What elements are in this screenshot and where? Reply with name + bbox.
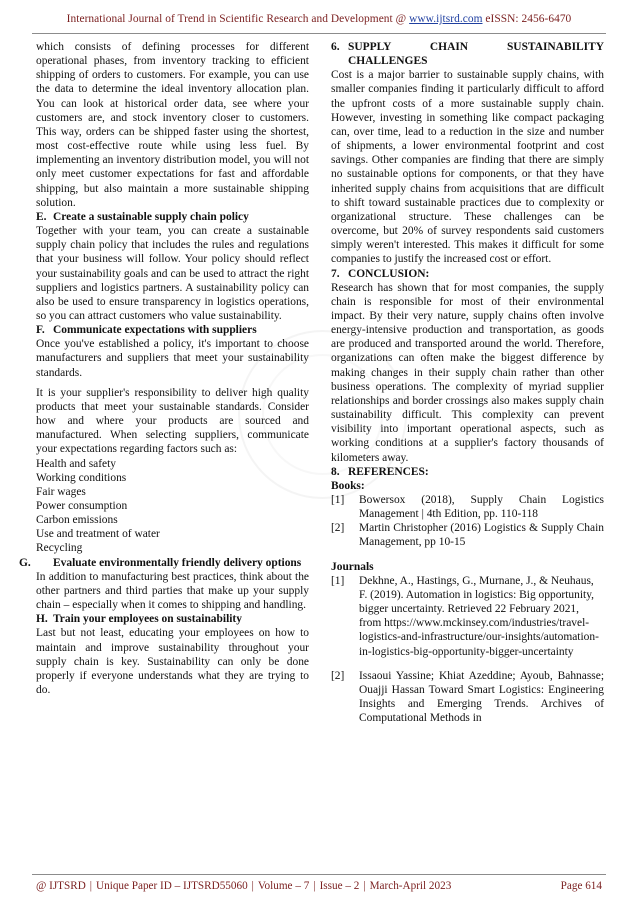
list-item: Health and safety [36, 457, 117, 470]
page-number: Page 614 [560, 880, 602, 892]
section-e-paragraph: Together with your team, you can create a sustainable supply chain policy that includes the rules and regulations that your business will follow. Your policy should reflect your sustainability goals and can be used to attract the right suppliers and logistics partners. A sustainability policy can also be used to ensure transparency in logistics operations, so you can attract customers who value sustainability. [36, 225, 309, 322]
reference-text: Issaoui Yassine; Khiat Azeddine; Ayoub, Bahnasse; Ouajji Hassan Toward Smart Logistics: Engineering Insights and Emerging Trends. Archives of Computational Methods in [359, 669, 604, 725]
left-column [19, 40, 309, 697]
right-column [331, 40, 604, 725]
footer-divider [32, 874, 606, 875]
books-label: Books: [331, 479, 365, 492]
section-6-title-line-1 [331, 40, 604, 54]
list-item: Power consumption [36, 500, 128, 512]
reference-number: [2] [331, 522, 345, 535]
section-7-number: 7. [331, 267, 340, 280]
eissn: eISSN: 2456-6470 [485, 13, 572, 25]
section-6-title: SUPPLY CHAIN SUSTAINABILITY [348, 41, 604, 53]
journal-name: International Journal of Trend in Scientific Research and Development @ [66, 13, 407, 25]
footer-date: March-April 2023 [369, 880, 452, 892]
section-e-number: E. [36, 210, 47, 223]
list-item: Recycling [36, 542, 83, 555]
footer-meta: @ IJTSRD | Unique Paper ID – IJTSRD55060 | Volume – 7 | Issue – 2 | March-April 2023 [36, 880, 452, 892]
footer-volume: Volume – 7 [257, 880, 310, 892]
footer-journal: @ IJTSRD [36, 880, 86, 892]
intro-paragraph: which consists of defining processes for different operational phases, from inventory tracking to efficient shipping of orders to customers. For example, you can use the data to determine the ideal inventory allocation plan. You can look at historical order data, see where your customers are, and stock inventory closer to customers. This way, orders can be shipped faster using the shortest, most cost-effective route while using less fuel. By implementing an inventory distribution model, you will not only meet customer expectations for fast and affordable shipping, but also maintain a more sustainable shipping solution. [36, 41, 309, 209]
section-7-heading [331, 267, 604, 281]
list-item: Fair wages [36, 485, 86, 498]
list-item: Carbon emissions [36, 514, 118, 527]
section-6-title-line-2: CHALLENGES [348, 55, 428, 68]
section-f-heading [36, 323, 309, 337]
reference-item [331, 574, 604, 659]
reference-text: Bowersox (2018), Supply Chain Logistics Management | 4th Edition, pp. 110-118 [359, 494, 604, 521]
section-8-number: 8. [331, 465, 340, 478]
section-g-paragraph: In addition to manufacturing best practices, think about the other partners and third parties that make up your supply chain – especially when it comes to shipping and handling. [36, 570, 309, 612]
section-h-paragraph: Last but not least, educating your employees on how to maintain and improve sustainability throughout your supply chain is key. Sustainability can only be done properly if everyone understands what they are trying to do. [36, 627, 309, 697]
journal-url-link[interactable]: www.ijtsrd.com [409, 13, 483, 25]
section-6-number: 6. [331, 41, 340, 53]
section-h-heading [36, 612, 309, 626]
section-f-paragraph-1: Once you've established a policy, it's important to choose manufacturers and suppliers that meet your sustainability standards. [36, 338, 309, 379]
section-8-heading [331, 465, 604, 479]
footer-paper-id: Unique Paper ID – IJTSRD55060 [96, 880, 248, 892]
header-divider [32, 33, 606, 34]
list-item: Working conditions [36, 471, 127, 484]
section-e-heading [36, 210, 309, 224]
reference-number: [1] [331, 574, 345, 587]
list-item: Use and treatment of water [36, 528, 160, 541]
reference-text: Dekhne, A., Hastings, G., Murnane, J., & Neuhaus, F. (2019). Automation in logistics: Big opportunity, bigger uncertainty. Retrieved 22 February 2021, from https://www.mckinsey.com/industries/travel-logistics-and-infrastructure/our-insights/automation-in-logistics-big-opportunity-bigger-uncertainty [359, 574, 599, 658]
reference-number: [2] [331, 669, 345, 682]
section-6-heading [331, 40, 604, 68]
section-h-title: Train your employees on sustainability [53, 613, 242, 626]
section-f-paragraph-2: It is your supplier's responsibility to deliver high quality products that meet your sustainable standards. Consider how and where your products are sourced and manufactured. When selecting suppliers, communicate your expectations regarding factors such as: [36, 386, 309, 456]
reference-item [331, 669, 604, 726]
factor-list [36, 457, 309, 556]
reference-item [331, 521, 604, 549]
footer-issue: Issue – 2 [319, 880, 360, 892]
section-8-title: REFERENCES: [348, 465, 429, 478]
section-f-number: F. [36, 324, 45, 337]
section-7-paragraph: Research has shown that for most companies, the supply chain is responsible for most of their environmental impact. By their very nature, supply chains often involve energy-intensive production and transportation, as goods are produced and transported around the world. Therefore, organizations can often make the biggest difference by making changes in their supply chain rather than other business operations. The complexity of myriad supplier relationships and border crossings also makes supply chain sustainability difficult. This complexity can prevent visibility into important operational aspects, such as working conditions at a supplier's factory thousands of kilometers away. [331, 281, 604, 464]
journals-label: Journals [331, 560, 374, 573]
section-7-title: CONCLUSION: [348, 267, 430, 280]
reference-text: Martin Christopher (2016) Logistics & Supply Chain Management, pp 10-15 [359, 522, 604, 549]
section-e-title: Create a sustainable supply chain policy [53, 210, 249, 223]
section-h-number: H. [36, 613, 48, 626]
section-g-title: Evaluate environmentally friendly delivery options [53, 556, 302, 569]
reference-number: [1] [331, 494, 345, 506]
section-f-title: Communicate expectations with suppliers [53, 324, 257, 337]
section-g-number: G. [19, 556, 31, 569]
page-header [0, 13, 638, 25]
reference-item [331, 493, 604, 521]
section-g-heading [19, 556, 309, 570]
section-6-paragraph: Cost is a major barrier to sustainable supply chains, with smaller companies finding it particularly difficult to afford the upfront costs of a more sustainable supply chain. However, investing in something like compact packaging can, over time, lead to a reduction in the size and number of shipments, a lower environmental footprint and cost savings. Other companies are finding that there are simply no sustainable options for components, or that they have inherited supply chains from acquisitions that are difficult to shift toward sustainable practices due to complexity or organizational structure. These challenges can be overcome, but 20% of survey respondents said customers simply weren't interested. This makes it difficult for some companies to justify the increased cost or effort. [331, 69, 604, 266]
